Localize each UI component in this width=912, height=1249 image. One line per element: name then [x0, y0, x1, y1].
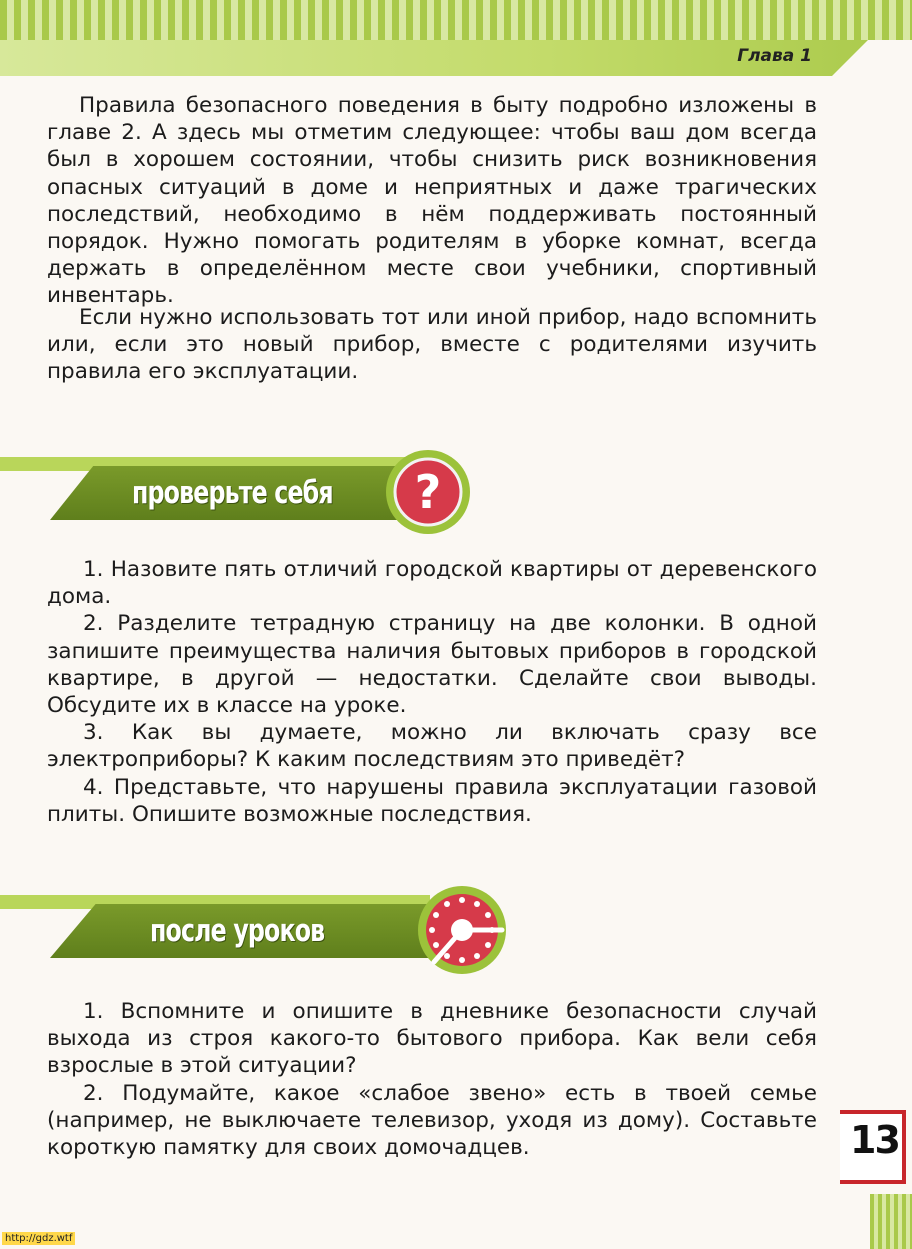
check-yourself-list [47, 556, 817, 828]
watermark: http://gdz.wtf [2, 1232, 75, 1245]
list-item: 4. Представьте, что нарушены правила эксплуатации газовой плиты. Опишите возможные последствия. [47, 774, 817, 827]
check-yourself-title: проверьте себя [132, 475, 333, 511]
list-item: 2. Разделите тетрадную страницу на две колонки. В одной запишите преимущества наличия бытовых приборов в городской квартире, в другой — недостатки. Сделайте свои выводы. Обсудите их в классе на уроке. [47, 611, 817, 719]
svg-text:?: ? [414, 465, 442, 519]
after-lessons-list [47, 998, 817, 1161]
chapter-label: Глава 1 [737, 46, 812, 66]
paragraph-1: Правила безопасного поведения в быту подробно изложены в главе 2. А здесь мы отметим следующее: чтобы ваш дом всегда был в хорошем состоянии, чтобы снизить риск возникновения опасных ситуаций в доме и неприятных и даже трагических последствий, необходимо в нём поддерживать постоянный порядок. Нужно помогать родителям в уборке комнат, всегда держать в определённом месте свои учебники, спортивный инвентарь. [47, 93, 817, 309]
list-item: 3. Как вы думаете, можно ли включать сразу все электроприборы? К каким последствиям это приведёт? [47, 720, 817, 773]
list-item: 1. Назовите пять отличий городской квартиры от деревенского дома. [47, 557, 817, 610]
question-mark-icon [384, 448, 472, 536]
list-item: 2. Подумайте, какое «слабое звено» есть в твоей семье (например, не выключаете телевизор, уходя из дому). Составьте короткую памятку для своих домочадцев. [47, 1080, 817, 1161]
list-item: 1. Вспомните и опишите в дневнике безопасности случай выхода из строя какого-то бытового прибора. Как вели себя взрослые в этой ситуации? [47, 999, 817, 1079]
bottom-decorative-stripes [870, 1194, 912, 1249]
top-decorative-stripes [0, 0, 912, 40]
paragraph-2: Если нужно использовать тот или иной прибор, надо вспомнить или, если это новый прибор, вместе с родителями изучить правила его эксплуатации. [47, 305, 817, 385]
page-number: 13 [850, 1118, 899, 1162]
after-lessons-title: после уроков [150, 913, 325, 949]
clock-icon [412, 880, 512, 980]
